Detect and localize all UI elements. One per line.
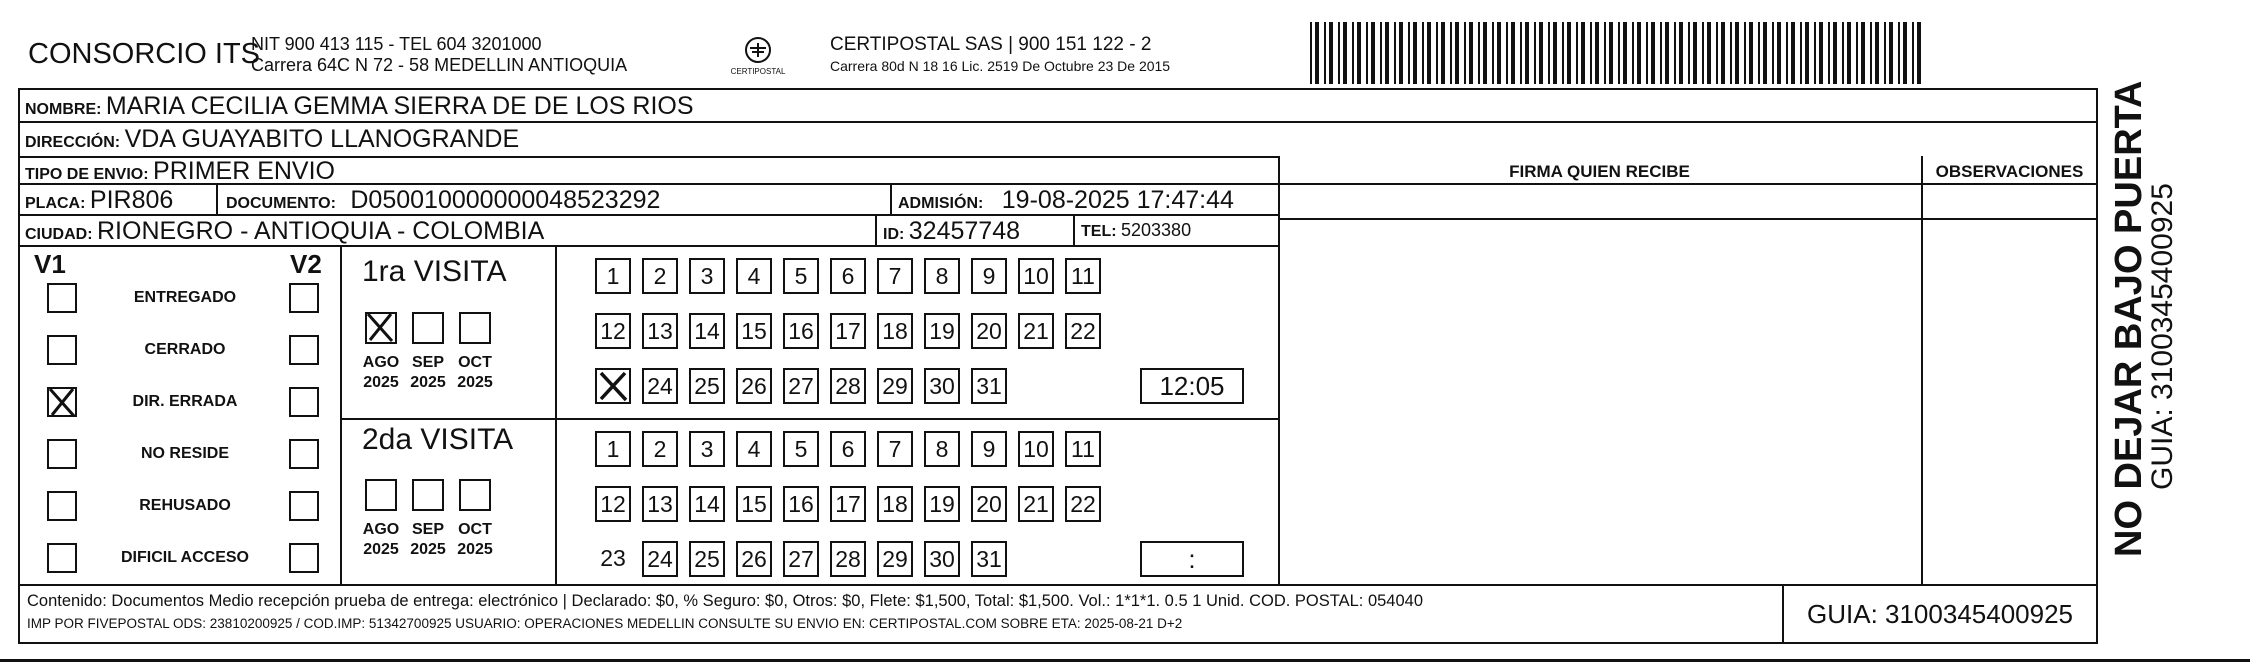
visit2-day-box: 1 bbox=[595, 431, 631, 467]
v1-label: V1 bbox=[34, 249, 66, 279]
visit1-month-label: SEP bbox=[411, 354, 444, 371]
barcode-bar bbox=[1889, 22, 1893, 84]
status-label: NO RESIDE bbox=[140, 445, 229, 462]
barcode-bar bbox=[1833, 22, 1837, 84]
visit1-day-box: 18 bbox=[877, 313, 913, 349]
barcode-bar bbox=[1786, 22, 1788, 84]
visit1-year-label: 2025 bbox=[363, 374, 399, 391]
carrier-name: CERTIPOSTAL SAS | 900 151 122 - 2 bbox=[830, 34, 1152, 55]
v2-checkbox bbox=[289, 439, 319, 469]
visit1-day-box: 19 bbox=[924, 313, 960, 349]
tipo-value: PRIMER ENVIO bbox=[153, 157, 336, 185]
v2-checkbox bbox=[289, 387, 319, 417]
visit1-day-box: 17 bbox=[830, 313, 866, 349]
barcode-bar bbox=[1707, 22, 1711, 84]
visit1-day-box: 28 bbox=[830, 368, 866, 404]
barcode-bar bbox=[1506, 22, 1508, 84]
barcode-bar bbox=[1646, 22, 1648, 84]
barcode-bar bbox=[1427, 22, 1431, 84]
status-label: ENTREGADO bbox=[133, 289, 237, 306]
visit2-day-box: 18 bbox=[877, 486, 913, 522]
visit1-day-box: 15 bbox=[736, 313, 772, 349]
barcode-bar bbox=[1870, 22, 1872, 84]
barcode-bar bbox=[1525, 22, 1529, 84]
visit1-day-box: 7 bbox=[877, 258, 913, 294]
visit2-day-box: 21 bbox=[1018, 486, 1054, 522]
visit2-month-checkbox bbox=[412, 479, 444, 511]
barcode-bar bbox=[1469, 22, 1473, 84]
visit2-day-box: 14 bbox=[689, 486, 725, 522]
barcode-bar bbox=[1632, 22, 1634, 84]
barcode-bar bbox=[1464, 22, 1466, 84]
nombre-label: NOMBRE: bbox=[25, 101, 102, 118]
visit2-year-label: 2025 bbox=[363, 541, 399, 558]
barcode-bar bbox=[1898, 22, 1900, 84]
visit2-day-box: 9 bbox=[971, 431, 1007, 467]
visit2-day-box: 15 bbox=[736, 486, 772, 522]
visit1-day-box: 8 bbox=[924, 258, 960, 294]
visit2-day-box: 17 bbox=[830, 486, 866, 522]
barcode-bar bbox=[1856, 22, 1858, 84]
visit2-month-checkbox bbox=[459, 479, 491, 511]
barcode-bar bbox=[1604, 22, 1606, 84]
barcode-bar bbox=[1399, 22, 1403, 84]
barcode-bar bbox=[1688, 22, 1690, 84]
barcode-bar bbox=[1385, 22, 1389, 84]
visit1-year-label: 2025 bbox=[457, 374, 493, 391]
visit2-day-box: 10 bbox=[1018, 431, 1054, 467]
barcode-bar bbox=[1478, 22, 1480, 84]
v2-checkbox bbox=[289, 283, 319, 313]
visit1-month-label: OCT bbox=[458, 354, 492, 371]
barcode-bar bbox=[1660, 22, 1662, 84]
barcode-bar bbox=[1702, 22, 1704, 84]
visit1-day-box: 13 bbox=[642, 313, 678, 349]
barcode-bar bbox=[1576, 22, 1578, 84]
barcode-bar bbox=[1497, 22, 1501, 84]
barcode-bar bbox=[1842, 22, 1844, 84]
barcode bbox=[1310, 22, 1926, 84]
visit2-day-box: 24 bbox=[642, 541, 678, 577]
barcode-bar bbox=[1847, 22, 1851, 84]
barcode-bar bbox=[1553, 22, 1557, 84]
barcode-bar bbox=[1651, 22, 1655, 84]
tipo-label: TIPO DE ENVIO: bbox=[25, 166, 149, 183]
status-label: DIFICIL ACCESO bbox=[120, 549, 249, 566]
observaciones-header: OBSERVACIONES bbox=[1935, 162, 2084, 181]
visit1-day-box: 26 bbox=[736, 368, 772, 404]
barcode-bar bbox=[1749, 22, 1753, 84]
side-guia: GUIA: 3100345400925 bbox=[2146, 183, 2179, 490]
visit1-day-box: 4 bbox=[736, 258, 772, 294]
visit2-time-box: : bbox=[1140, 541, 1244, 577]
admision-field bbox=[898, 186, 1234, 215]
footer-content: Contenido: Documentos Medio recepción prueba de entrega: electrónico | Declarado: $0, % Seguro: $0, Otros: $0, Flete: $1,500, Total: $1,500. Vol.: 1*1*1. 0.5 1 Unid. COD. POSTAL: 054040 bbox=[27, 592, 1424, 610]
barcode-bar bbox=[1912, 22, 1914, 84]
tel-label: TEL: bbox=[1081, 223, 1117, 240]
visit1-day-box: 16 bbox=[783, 313, 819, 349]
tel-field bbox=[1081, 220, 1191, 241]
v2-checkbox bbox=[289, 543, 319, 573]
barcode-bar bbox=[1408, 22, 1410, 84]
v2-label: V2 bbox=[290, 249, 322, 279]
barcode-bar bbox=[1590, 22, 1592, 84]
svg-text:CERTIPOSTAL: CERTIPOSTAL bbox=[730, 67, 786, 76]
barcode-bar bbox=[1413, 22, 1417, 84]
barcode-bar bbox=[1357, 22, 1361, 84]
status-label: DIR. ERRADA bbox=[132, 393, 238, 410]
barcode-bar bbox=[1380, 22, 1382, 84]
visit2-day-box: 7 bbox=[877, 431, 913, 467]
barcode-bar bbox=[1828, 22, 1830, 84]
barcode-bar bbox=[1758, 22, 1760, 84]
status-label: CERRADO bbox=[144, 341, 226, 358]
barcode-bar bbox=[1436, 22, 1438, 84]
v1-checkbox bbox=[47, 283, 77, 313]
barcode-bar bbox=[1441, 22, 1445, 84]
firma-header: FIRMA QUIEN RECIBE bbox=[1509, 162, 1690, 181]
certipostal-logo bbox=[728, 34, 788, 80]
barcode-bar bbox=[1763, 22, 1767, 84]
documento-field bbox=[226, 186, 660, 215]
visit2-day-box: 19 bbox=[924, 486, 960, 522]
visit1-month-label: AGO bbox=[362, 354, 400, 371]
barcode-bar bbox=[1534, 22, 1536, 84]
visit1-day-box: 3 bbox=[689, 258, 725, 294]
visit1-title: 1ra VISITA bbox=[362, 255, 507, 288]
barcode-bar bbox=[1814, 22, 1816, 84]
barcode-bar bbox=[1455, 22, 1459, 84]
visit2-day-box: 26 bbox=[736, 541, 772, 577]
barcode-bar bbox=[1595, 22, 1599, 84]
visit2-day-box: 4 bbox=[736, 431, 772, 467]
v1-checkbox bbox=[47, 543, 77, 573]
ciudad-value: RIONEGRO - ANTIOQUIA - COLOMBIA bbox=[97, 217, 545, 245]
visit2-day-box: 2 bbox=[642, 431, 678, 467]
barcode-bar bbox=[1917, 22, 1921, 84]
visit1-day-box: 29 bbox=[877, 368, 913, 404]
visit1-month-checkbox bbox=[365, 312, 397, 344]
company-name: CONSORCIO ITS bbox=[28, 38, 261, 70]
visit2-year-label: 2025 bbox=[457, 541, 493, 558]
barcode-bar bbox=[1338, 22, 1340, 84]
visit1-year-label: 2025 bbox=[410, 374, 446, 391]
id-label: ID: bbox=[883, 226, 905, 243]
ciudad-field bbox=[25, 217, 544, 246]
company-address: Carrera 64C N 72 - 58 MEDELLIN ANTIOQUIA bbox=[251, 55, 628, 75]
visit2-day-box: 30 bbox=[924, 541, 960, 577]
tel-value: 5203380 bbox=[1121, 220, 1192, 240]
documento-value: D050010000000048523292 bbox=[350, 186, 661, 214]
barcode-bar bbox=[1315, 22, 1319, 84]
barcode-bar bbox=[1609, 22, 1613, 84]
barcode-bar bbox=[1548, 22, 1550, 84]
visit2-day-box: 16 bbox=[783, 486, 819, 522]
barcode-bar bbox=[1819, 22, 1823, 84]
direccion-row bbox=[25, 125, 519, 154]
visit1-day-box: 10 bbox=[1018, 258, 1054, 294]
barcode-bar bbox=[1716, 22, 1718, 84]
barcode-bar bbox=[1623, 22, 1627, 84]
visit1-day-box: 12 bbox=[595, 313, 631, 349]
visit2-day-box: 12 bbox=[595, 486, 631, 522]
barcode-bar bbox=[1674, 22, 1676, 84]
visit2-day-number: 23 bbox=[600, 545, 626, 571]
barcode-bar bbox=[1366, 22, 1368, 84]
visit2-month-label: AGO bbox=[362, 521, 400, 538]
id-field bbox=[883, 217, 1020, 246]
visit2-day-box: 13 bbox=[642, 486, 678, 522]
id-value: 32457748 bbox=[908, 217, 1021, 245]
barcode-bar bbox=[1679, 22, 1683, 84]
visit1-day-box: 9 bbox=[971, 258, 1007, 294]
v1-checkbox bbox=[47, 387, 77, 417]
status-label: REHUSADO bbox=[139, 497, 231, 514]
visit1-month-checkbox bbox=[459, 312, 491, 344]
visit1-day-box: 30 bbox=[924, 368, 960, 404]
visit2-day-box: 8 bbox=[924, 431, 960, 467]
barcode-bar bbox=[1343, 22, 1347, 84]
barcode-bar bbox=[1352, 22, 1354, 84]
visit1-month-checkbox bbox=[412, 312, 444, 344]
barcode-bar bbox=[1511, 22, 1515, 84]
barcode-bar bbox=[1329, 22, 1333, 84]
barcode-bar bbox=[1394, 22, 1396, 84]
barcode-bar bbox=[1324, 22, 1326, 84]
barcode-bar bbox=[1805, 22, 1809, 84]
barcode-bar bbox=[1539, 22, 1543, 84]
barcode-bar bbox=[1884, 22, 1886, 84]
visit1-day-box: 21 bbox=[1018, 313, 1054, 349]
visit2-day-box: 27 bbox=[783, 541, 819, 577]
barcode-bar bbox=[1800, 22, 1802, 84]
barcode-bar bbox=[1483, 22, 1487, 84]
barcode-bar bbox=[1618, 22, 1620, 84]
visit1-day-box: 1 bbox=[595, 258, 631, 294]
visit1-day-box: 6 bbox=[830, 258, 866, 294]
carrier-address: Carrera 80d N 18 16 Lic. 2519 De Octubre 23 De 2015 bbox=[830, 58, 1171, 74]
documento-label: DOCUMENTO: bbox=[226, 195, 336, 212]
barcode-bar bbox=[1772, 22, 1774, 84]
barcode-bar bbox=[1422, 22, 1424, 84]
barcode-bar bbox=[1903, 22, 1907, 84]
footer-guia: GUIA: 3100345400925 bbox=[1807, 599, 2073, 629]
placa-value: PIR806 bbox=[89, 186, 174, 214]
visit2-day-box: 5 bbox=[783, 431, 819, 467]
visit1-day-box: 22 bbox=[1065, 313, 1101, 349]
visit2-day-box: 22 bbox=[1065, 486, 1101, 522]
barcode-bar bbox=[1567, 22, 1571, 84]
barcode-bar bbox=[1777, 22, 1781, 84]
barcode-bar bbox=[1730, 22, 1732, 84]
v1-checkbox bbox=[47, 491, 77, 521]
visit2-month-label: SEP bbox=[411, 521, 444, 538]
nombre-value: MARIA CECILIA GEMMA SIERRA DE DE LOS RIOS bbox=[105, 92, 694, 120]
visit1-day-box: 20 bbox=[971, 313, 1007, 349]
v2-checkbox bbox=[289, 335, 319, 365]
visit1-time-box: 12:05 bbox=[1140, 368, 1244, 404]
admision-value: 19-08-2025 17:47:44 bbox=[1001, 186, 1234, 214]
ciudad-label: CIUDAD: bbox=[25, 226, 93, 243]
barcode-bar bbox=[1492, 22, 1494, 84]
visit2-day-box: 3 bbox=[689, 431, 725, 467]
visit2-title: 2da VISITA bbox=[362, 423, 514, 456]
visit2-day-box: 11 bbox=[1065, 431, 1101, 467]
visit1-day-box: 11 bbox=[1065, 258, 1101, 294]
placa-field bbox=[25, 186, 173, 215]
direccion-label: DIRECCIÓN: bbox=[25, 134, 121, 151]
barcode-bar bbox=[1581, 22, 1585, 84]
visit1-day-box: 27 bbox=[783, 368, 819, 404]
visit2-day-box: 6 bbox=[830, 431, 866, 467]
visit2-day-box: 28 bbox=[830, 541, 866, 577]
visit1-day-box: 24 bbox=[642, 368, 678, 404]
barcode-bar bbox=[1693, 22, 1697, 84]
visit2-day-box: 25 bbox=[689, 541, 725, 577]
direccion-value: VDA GUAYABITO LLANOGRANDE bbox=[124, 125, 520, 153]
visit1-day-box: 14 bbox=[689, 313, 725, 349]
barcode-bar bbox=[1744, 22, 1746, 84]
visit2-day-box: 31 bbox=[971, 541, 1007, 577]
visit2-day-box: 20 bbox=[971, 486, 1007, 522]
bottom-rule bbox=[0, 659, 2250, 662]
barcode-bar bbox=[1450, 22, 1452, 84]
tipo-row bbox=[25, 157, 335, 186]
visit2-day-box: 29 bbox=[877, 541, 913, 577]
barcode-bar bbox=[1371, 22, 1375, 84]
company-nit: NIT 900 413 115 - TEL 604 3201000 bbox=[251, 34, 542, 54]
barcode-bar bbox=[1875, 22, 1879, 84]
visit1-day-box: 2 bbox=[642, 258, 678, 294]
no-dejar-bajo-puerta: NO DEJAR BAJO PUERTA bbox=[2108, 80, 2150, 557]
visit2-month-checkbox bbox=[365, 479, 397, 511]
barcode-bar bbox=[1735, 22, 1739, 84]
nombre-row bbox=[25, 92, 694, 121]
barcode-bar bbox=[1791, 22, 1795, 84]
barcode-bar bbox=[1721, 22, 1725, 84]
v1-checkbox bbox=[47, 439, 77, 469]
barcode-bar bbox=[1562, 22, 1564, 84]
visit2-year-label: 2025 bbox=[410, 541, 446, 558]
visit1-day-box: 31 bbox=[971, 368, 1007, 404]
v1-checkbox bbox=[47, 335, 77, 365]
visit1-day-box bbox=[595, 368, 631, 404]
visit1-day-box: 5 bbox=[783, 258, 819, 294]
visit2-month-label: OCT bbox=[458, 521, 492, 538]
placa-label: PLACA: bbox=[25, 195, 86, 212]
barcode-bar bbox=[1861, 22, 1865, 84]
barcode-bar bbox=[1665, 22, 1669, 84]
barcode-bar bbox=[1310, 22, 1312, 84]
visit1-day-box: 25 bbox=[689, 368, 725, 404]
footer-print-info: IMP POR FIVEPOSTAL ODS: 23810200925 / COD.IMP: 51342700925 USUARIO: OPERACIONES MEDELLIN CONSULTE SU ENVIO EN: CERTIPOSTAL.COM SOBRE ETA: 2025-08-21 D+2 bbox=[27, 616, 1183, 631]
barcode-bar bbox=[1637, 22, 1641, 84]
barcode-bar bbox=[1520, 22, 1522, 84]
v2-checkbox bbox=[289, 491, 319, 521]
admision-label: ADMISIÓN: bbox=[898, 195, 984, 212]
